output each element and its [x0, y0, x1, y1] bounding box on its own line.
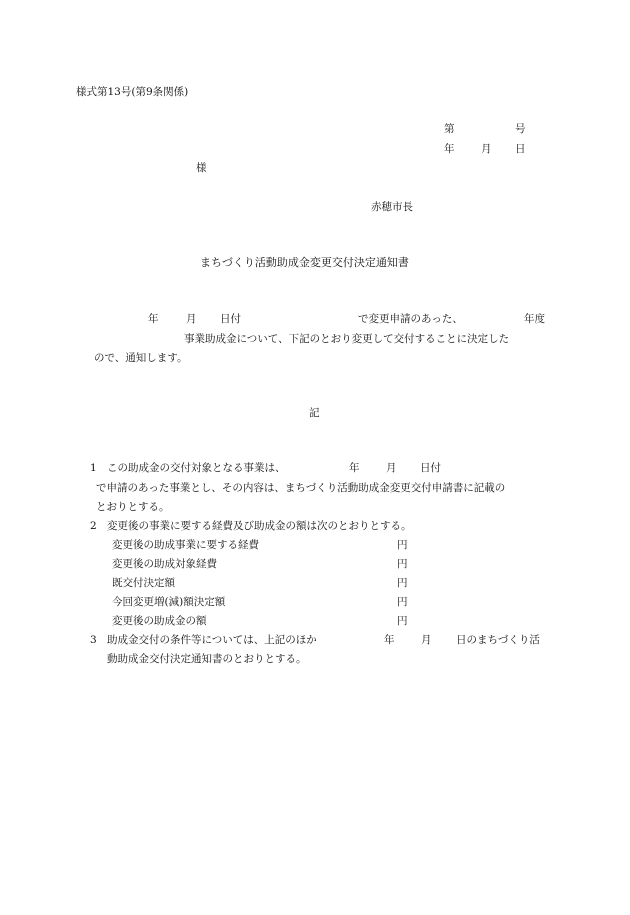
- recipient-honorific: 様: [196, 162, 207, 174]
- item-3-year: 年: [384, 634, 395, 646]
- date-day: 日: [515, 143, 526, 155]
- item-3-month: 月: [421, 634, 432, 646]
- item-1-date-suffix: 日付: [420, 462, 441, 474]
- intro-month: 月: [186, 313, 197, 325]
- document-title: まちづくり活動助成金変更交付決定通知書: [200, 256, 409, 269]
- item-1-month: 月: [386, 462, 397, 474]
- date-year: 年: [444, 143, 455, 155]
- item-3-number: 3: [90, 634, 97, 646]
- intro-line-3: ので、通知します。: [94, 352, 188, 364]
- date-month: 月: [481, 143, 492, 155]
- expense-row-label: 変更後の助成事業に要する経費: [112, 539, 259, 551]
- intro-fiscal-year: 年度: [524, 313, 545, 325]
- document-number-suffix: 号: [515, 123, 526, 135]
- expense-row-unit: 円: [397, 596, 408, 608]
- item-3-text: 助成金交付の条件等については、上記のほか: [107, 634, 317, 646]
- expense-row-unit: 円: [397, 577, 408, 589]
- ki-heading: 記: [309, 407, 320, 419]
- item-3-text-b: 日のまちづくり活: [456, 634, 540, 646]
- item-1-number: 1: [90, 462, 97, 474]
- item-1-line-2: で申請のあった事業とし、その内容は、まちづくり活動助成金変更交付申請書に記載の: [96, 482, 506, 494]
- intro-date-suffix: 日付: [220, 313, 241, 325]
- intro-applied-text: で変更申請のあった、: [358, 313, 463, 325]
- expense-row-label: 今回変更増(減)額決定額: [112, 596, 226, 608]
- item-2-number: 2: [90, 520, 97, 532]
- intro-line-2: 事業助成金について、下記のとおり変更して交付することに決定した: [184, 333, 510, 345]
- form-number-label: 様式第13号(第9条関係): [76, 86, 189, 98]
- expense-row-label: 変更後の助成金の額: [112, 615, 207, 627]
- expense-row-unit: 円: [397, 539, 408, 551]
- item-1-text: この助成金の交付対象となる事業は、: [107, 462, 286, 474]
- item-1-year: 年: [349, 462, 360, 474]
- expense-row-unit: 円: [397, 615, 408, 627]
- sender-name: 赤穂市長: [371, 201, 413, 213]
- intro-year: 年: [148, 313, 159, 325]
- item-1-line-3: とおりとする。: [96, 501, 170, 513]
- expense-row-label: 変更後の助成対象経費: [112, 558, 217, 570]
- item-3-line-2: 動助成金交付決定通知書のとおりとする。: [107, 653, 307, 665]
- item-2-text: 変更後の事業に要する経費及び助成金の額は次のとおりとする。: [107, 520, 412, 532]
- expense-row-unit: 円: [397, 558, 408, 570]
- document-number-prefix: 第: [444, 123, 455, 135]
- expense-row-label: 既交付決定額: [112, 577, 175, 589]
